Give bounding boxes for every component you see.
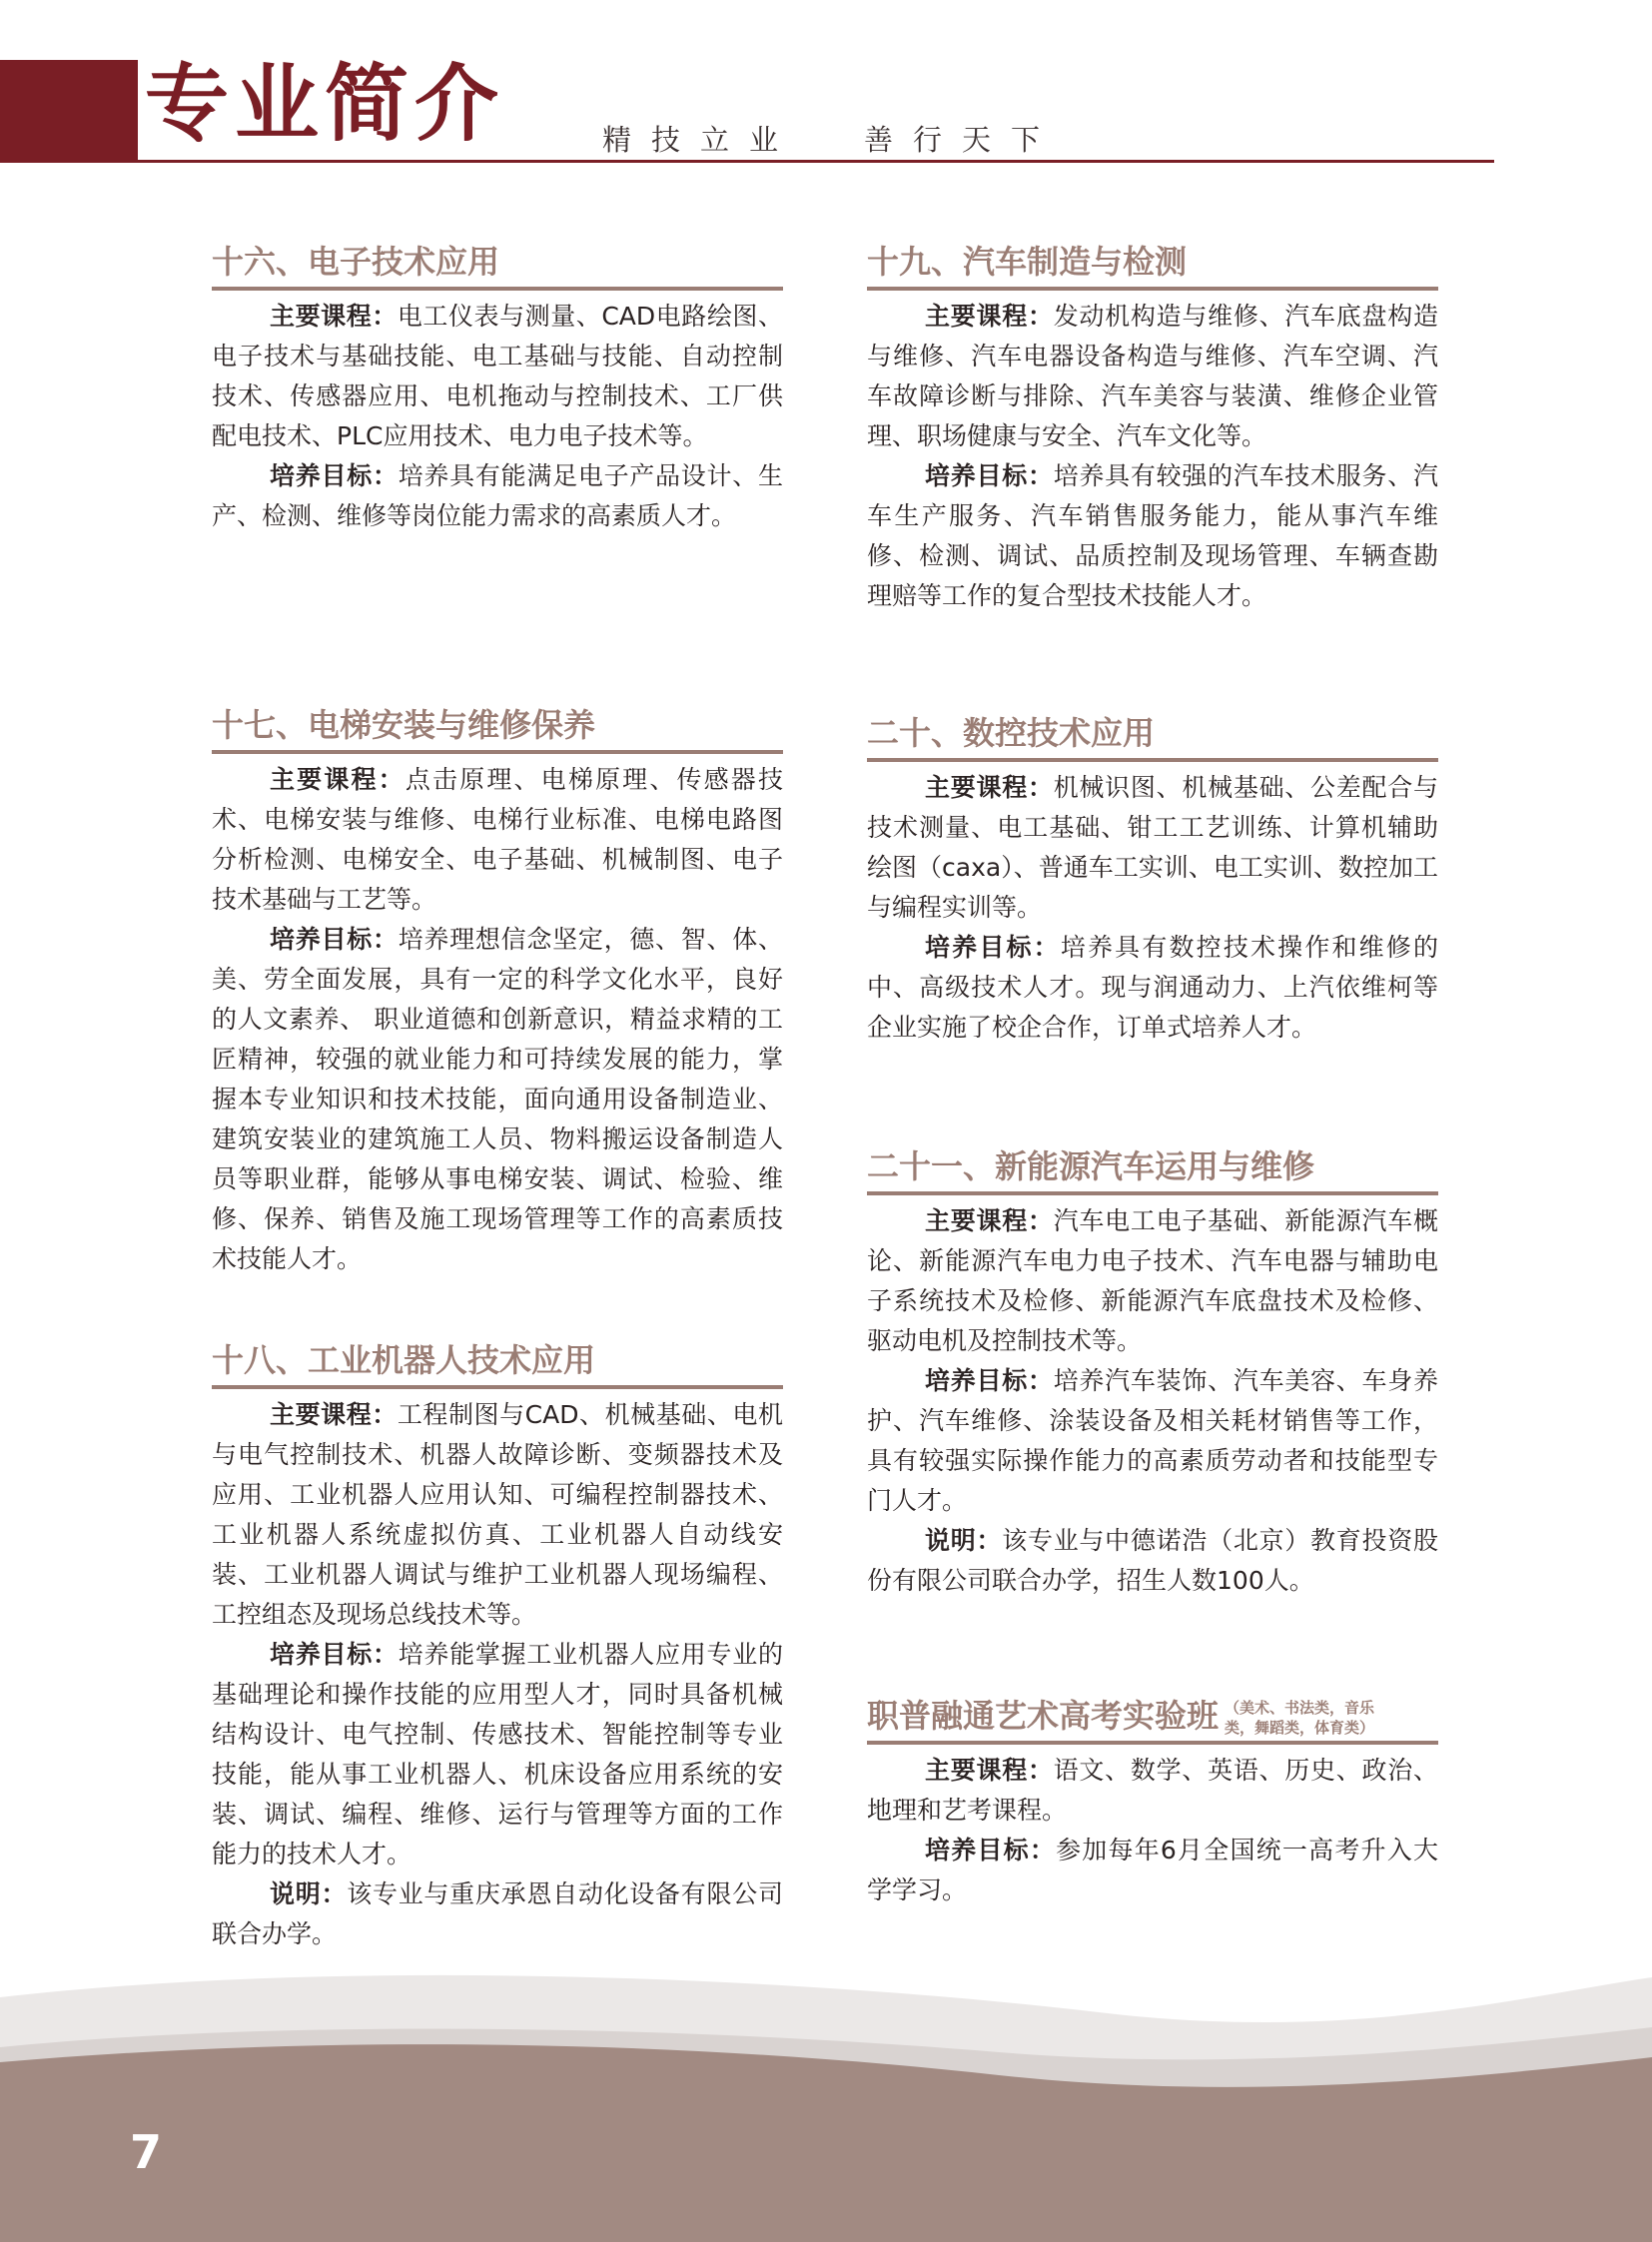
training-goal	[867, 1361, 1438, 1521]
note-label: 说明：	[925, 1526, 1003, 1555]
header-divider	[138, 160, 1494, 163]
courses-label: 主要课程：	[270, 1400, 398, 1429]
section-rule	[867, 287, 1438, 291]
goal-text: 培养具有能满足电子产品设计、生产、检测、维修等岗位能力需求的高素质人才。	[212, 461, 783, 530]
section-rule	[867, 1191, 1438, 1195]
note-text: 该专业与中德诺浩（北京）教育投资股份有限公司联合办学，招生人数100人。	[867, 1526, 1438, 1595]
section-rule	[867, 758, 1438, 762]
courses-label: 主要课程：	[270, 302, 398, 331]
courses-label: 主要课程：	[925, 773, 1054, 802]
main-courses	[867, 297, 1438, 456]
section-cnc	[867, 709, 1438, 1048]
courses-label: 主要课程：	[270, 765, 406, 794]
page-number: 7	[130, 2125, 163, 2179]
courses-text: 电工仪表与测量、CAD电路绘图、电子技术与基础技能、电工基础与技能、自动控制技术、传感器应用、电机拖动与控制技术、工厂供配电技术、PLC应用技术、电力电子技术等。	[212, 302, 783, 450]
section-rule	[212, 287, 783, 291]
courses-label: 主要课程：	[925, 1756, 1054, 1785]
courses-text: 汽车电工电子基础、新能源汽车概论、新能源汽车电力电子技术、汽车电器与辅助电子系统技术及检修、新能源汽车底盘技术及检修、驱动电机及控制技术等。	[867, 1206, 1438, 1355]
section-title	[867, 1692, 1438, 1740]
section-art-exam-class	[867, 1692, 1438, 1910]
section-title: 二十、数控技术应用	[867, 714, 1156, 752]
training-goal	[867, 928, 1438, 1048]
section-title: 十九、汽车制造与检测	[867, 243, 1188, 281]
main-courses	[867, 768, 1438, 928]
page-title: 专业简介	[145, 54, 505, 153]
courses-text: 语文、数学、英语、历史、政治、地理和艺考课程。	[867, 1756, 1438, 1825]
courses-text: 机械识图、机械基础、公差配合与技术测量、电工基础、钳工工艺训练、计算机辅助绘图（caxa）、普通车工实训、电工实训、数控加工与编程实训等。	[867, 773, 1438, 922]
section-title: 十八、工业机器人技术应用	[212, 1341, 596, 1379]
courses-label: 主要课程：	[925, 302, 1054, 331]
section-elevator	[212, 701, 783, 1279]
note-label: 说明：	[270, 1879, 348, 1908]
goal-label: 培养目标：	[925, 1366, 1054, 1395]
goal-text: 培养理想信念坚定，德、智、体、美、劳全面发展，具有一定的科学文化水平，良好的人文素养、 职业道德和创新意识，精益求精的工匠精神，较强的就业能力和可持续发展的能力，掌握本专业知识和技术技能，面向通用设备制造业、建筑安装业的建筑施工人员、物料搬运设备制造人员等职业群，能够从事电梯安装、调试、检验、维修、保养、销售及施工现场管理等工作的高素质技术技能人才。	[212, 925, 783, 1273]
header-accent-block	[0, 60, 138, 163]
slogan-left: 精技立业	[602, 123, 799, 157]
program-note	[867, 1521, 1438, 1601]
courses-text: 发动机构造与维修、汽车底盘构造与维修、汽车电器设备构造与维修、汽车空调、汽车故障诊断与排除、汽车美容与装潢、维修企业管理、职场健康与安全、汽车文化等。	[867, 302, 1438, 450]
goal-text: 培养汽车装饰、汽车美容、车身养护、汽车维修、涂装设备及相关耗材销售等工作，具有较强实际操作能力的高素质劳动者和技能型专门人才。	[867, 1366, 1438, 1515]
main-courses	[212, 297, 783, 456]
goal-label: 培养目标：	[270, 925, 399, 954]
training-goal	[212, 1635, 783, 1874]
courses-text: 工程制图与CAD、机械基础、电机与电气控制技术、机器人故障诊断、变频器技术及应用、工业机器人应用认知、可编程控制器技术、工业机器人系统虚拟仿真、工业机器人自动线安装、工业机器人调试与维护工业机器人现场编程、工控组态及现场总线技术等。	[212, 1400, 783, 1629]
goal-text: 培养具有较强的汽车技术服务、汽车生产服务、汽车销售服务能力，能从事汽车维修、检测、调试、品质控制及现场管理、车辆查勘理赔等工作的复合型技术技能人才。	[867, 461, 1438, 610]
goal-label: 培养目标：	[270, 461, 399, 490]
art-title-note: （美术、书法类，音乐类，舞蹈类，体育类）	[1225, 1699, 1375, 1737]
goal-text: 参加每年6月全国统一高考升入大学学习。	[867, 1836, 1438, 1904]
goal-text: 培养具有数控技术操作和维修的中、高级技术人才。现与润通动力、上汽依维柯等企业实施了校企合作，订单式培养人才。	[867, 933, 1438, 1042]
main-courses	[867, 1751, 1438, 1831]
training-goal	[212, 456, 783, 536]
main-courses	[212, 1395, 783, 1635]
program-note	[212, 1874, 783, 1954]
note-text: 该专业与重庆承恩自动化设备有限公司联合办学。	[212, 1879, 783, 1948]
section-rule	[867, 1741, 1438, 1745]
courses-label: 主要课程：	[925, 1206, 1054, 1235]
section-rule	[212, 1385, 783, 1389]
training-goal	[867, 456, 1438, 616]
section-rule	[212, 750, 783, 754]
main-courses	[212, 760, 783, 920]
section-auto-manufacturing	[867, 238, 1438, 616]
goal-label: 培养目标：	[925, 1836, 1057, 1865]
training-goal	[212, 920, 783, 1279]
art-title-text: 职普融通艺术高考实验班	[867, 1697, 1220, 1735]
slogan-right: 善行天下	[864, 123, 1061, 157]
goal-label: 培养目标：	[270, 1640, 399, 1669]
section-new-energy-vehicle	[867, 1142, 1438, 1601]
goal-label: 培养目标：	[925, 461, 1054, 490]
section-title: 二十一、新能源汽车运用与维修	[867, 1147, 1315, 1185]
section-title: 十七、电梯安装与维修保养	[212, 706, 596, 744]
section-electronics	[212, 238, 783, 536]
training-goal	[867, 1831, 1438, 1910]
goal-label: 培养目标：	[925, 933, 1061, 962]
section-industrial-robot	[212, 1336, 783, 1954]
goal-text: 培养能掌握工业机器人应用专业的基础理论和操作技能的应用型人才，同时具备机械结构设计、电气控制、传感技术、智能控制等专业技能，能从事工业机器人、机床设备应用系统的安装、调试、编程、维修、运行与管理等方面的工作能力的技术人才。	[212, 1640, 783, 1868]
section-title: 十六、电子技术应用	[212, 243, 500, 281]
main-courses	[867, 1201, 1438, 1361]
courses-text: 点击原理、电梯原理、传感器技术、电梯安装与维修、电梯行业标准、电梯电路图分析检测、电梯安全、电子基础、机械制图、电子技术基础与工艺等。	[212, 765, 783, 914]
footer-wave-decoration	[0, 1957, 1652, 2242]
